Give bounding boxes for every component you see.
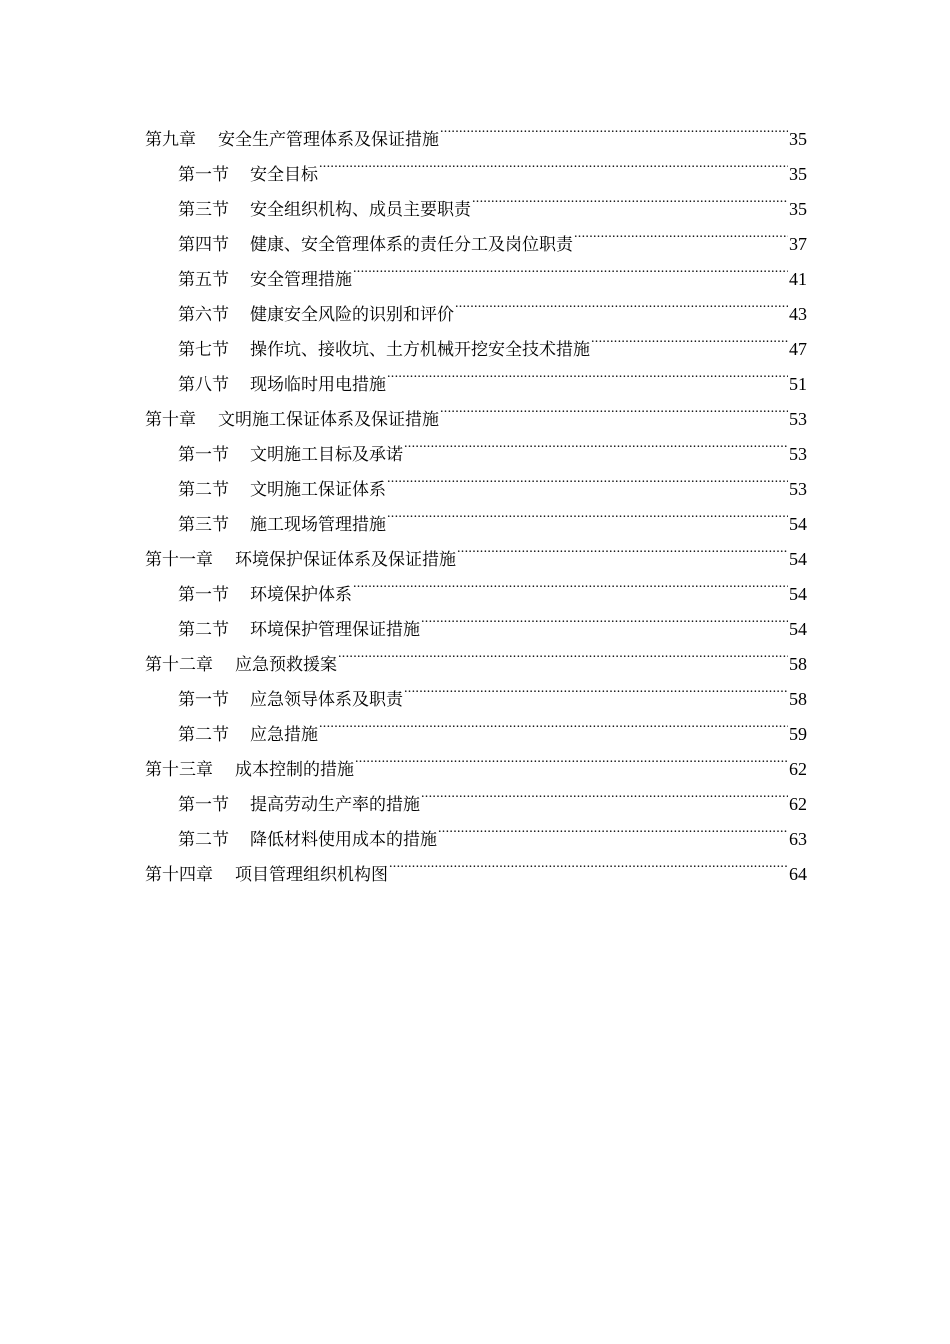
dot-leader: [438, 810, 788, 845]
entry-number: 第五节: [178, 270, 229, 290]
entry-title: 文明施工目标及承诺: [250, 445, 403, 465]
toc-section-entry[interactable]: [145, 320, 807, 360]
page-number: 53: [789, 444, 807, 464]
dot-leader: [338, 635, 788, 670]
toc-section-entry[interactable]: [145, 215, 807, 255]
entry-title: 应急措施: [250, 725, 318, 745]
dot-leader: [421, 775, 788, 810]
dot-leader: [319, 145, 788, 180]
page-number: 54: [789, 514, 807, 534]
page-number: 58: [789, 654, 807, 674]
page-number: 62: [789, 794, 807, 814]
entry-title: 施工现场管理措施: [250, 515, 386, 535]
page-number: 63: [789, 829, 807, 849]
page-number: 43: [789, 304, 807, 324]
page-number: 54: [789, 549, 807, 569]
entry-title: 成本控制的措施: [235, 760, 354, 780]
entry-title: 应急领导体系及职责: [250, 690, 403, 710]
entry-number: 第十一章: [145, 550, 213, 570]
toc-section-entry[interactable]: [145, 285, 807, 325]
page-number: 35: [789, 199, 807, 219]
entry-number: 第三节: [178, 200, 229, 220]
entry-number: 第三节: [178, 515, 229, 535]
entry-number: 第一节: [178, 445, 229, 465]
entry-title: 提高劳动生产率的措施: [250, 795, 420, 815]
entry-title: 文明施工保证体系及保证措施: [218, 410, 439, 430]
entry-title: 项目管理组织机构图: [235, 865, 388, 885]
entry-title: 安全管理措施: [250, 270, 352, 290]
toc-chapter-entry[interactable]: [145, 635, 807, 675]
page-number: 62: [789, 759, 807, 779]
dot-leader: [387, 460, 788, 495]
entry-title: 降低材料使用成本的措施: [250, 830, 437, 850]
entry-number: 第一节: [178, 165, 229, 185]
page-number: 64: [789, 864, 807, 884]
entry-title: 健康安全风险的识别和评价: [250, 305, 454, 325]
toc-section-entry[interactable]: [145, 705, 807, 745]
entry-number: 第八节: [178, 375, 229, 395]
toc-chapter-entry[interactable]: [145, 110, 807, 150]
dot-leader: [387, 495, 788, 530]
page-number: 35: [789, 129, 807, 149]
entry-title: 安全组织机构、成员主要职责: [250, 200, 471, 220]
dot-leader: [404, 425, 788, 460]
toc-chapter-entry[interactable]: [145, 845, 807, 885]
toc-section-entry[interactable]: [145, 460, 807, 500]
entry-title: 应急预救援案: [235, 655, 337, 675]
entry-number: 第十四章: [145, 865, 213, 885]
entry-title: 操作坑、接收坑、土方机械开挖安全技术措施: [250, 340, 590, 360]
toc-section-entry[interactable]: [145, 250, 807, 290]
toc-section-entry[interactable]: [145, 810, 807, 850]
dot-leader: [440, 110, 788, 145]
toc-section-entry[interactable]: [145, 600, 807, 640]
page-number: 54: [789, 584, 807, 604]
page-number: 37: [789, 234, 807, 254]
page-number: 35: [789, 164, 807, 184]
entry-number: 第十二章: [145, 655, 213, 675]
dot-leader: [472, 180, 788, 215]
page-number: 41: [789, 269, 807, 289]
entry-number: 第一节: [178, 795, 229, 815]
page-number: 54: [789, 619, 807, 639]
entry-number: 第十三章: [145, 760, 213, 780]
entry-number: 第一节: [178, 690, 229, 710]
dot-leader: [353, 565, 788, 600]
dot-leader: [319, 705, 788, 740]
entry-title: 安全生产管理体系及保证措施: [218, 130, 439, 150]
entry-number: 第七节: [178, 340, 229, 360]
page-number: 58: [789, 689, 807, 709]
entry-number: 第二节: [178, 620, 229, 640]
page-number: 59: [789, 724, 807, 744]
dot-leader: [355, 740, 788, 775]
entry-title: 健康、安全管理体系的责任分工及岗位职责: [250, 235, 573, 255]
dot-leader: [404, 670, 788, 705]
dot-leader: [389, 845, 788, 880]
entry-title: 文明施工保证体系: [250, 480, 386, 500]
dot-leader: [421, 600, 788, 635]
toc-section-entry[interactable]: [145, 355, 807, 395]
dot-leader: [455, 285, 788, 320]
entry-title: 环境保护管理保证措施: [250, 620, 420, 640]
entry-title: 环境保护保证体系及保证措施: [235, 550, 456, 570]
dot-leader: [353, 250, 788, 285]
toc-chapter-entry[interactable]: [145, 390, 807, 430]
entry-number: 第六节: [178, 305, 229, 325]
table-of-contents: [145, 110, 807, 885]
entry-number: 第二节: [178, 830, 229, 850]
entry-number: 第二节: [178, 725, 229, 745]
page-number: 53: [789, 479, 807, 499]
dot-leader: [574, 215, 788, 250]
page-number: 51: [789, 374, 807, 394]
entry-number: 第十章: [145, 410, 196, 430]
dot-leader: [440, 390, 788, 425]
entry-title: 安全目标: [250, 165, 318, 185]
entry-number: 第一节: [178, 585, 229, 605]
entry-number: 第二节: [178, 480, 229, 500]
dot-leader: [591, 320, 788, 355]
entry-number: 第四节: [178, 235, 229, 255]
toc-section-entry[interactable]: [145, 180, 807, 220]
toc-chapter-entry[interactable]: [145, 740, 807, 780]
entry-title: 现场临时用电措施: [250, 375, 386, 395]
toc-chapter-entry[interactable]: [145, 530, 807, 570]
page-number: 53: [789, 409, 807, 429]
dot-leader: [387, 355, 788, 390]
entry-title: 环境保护体系: [250, 585, 352, 605]
toc-section-entry[interactable]: [145, 495, 807, 535]
dot-leader: [457, 530, 788, 565]
page-number: 47: [789, 339, 807, 359]
entry-number: 第九章: [145, 130, 196, 150]
